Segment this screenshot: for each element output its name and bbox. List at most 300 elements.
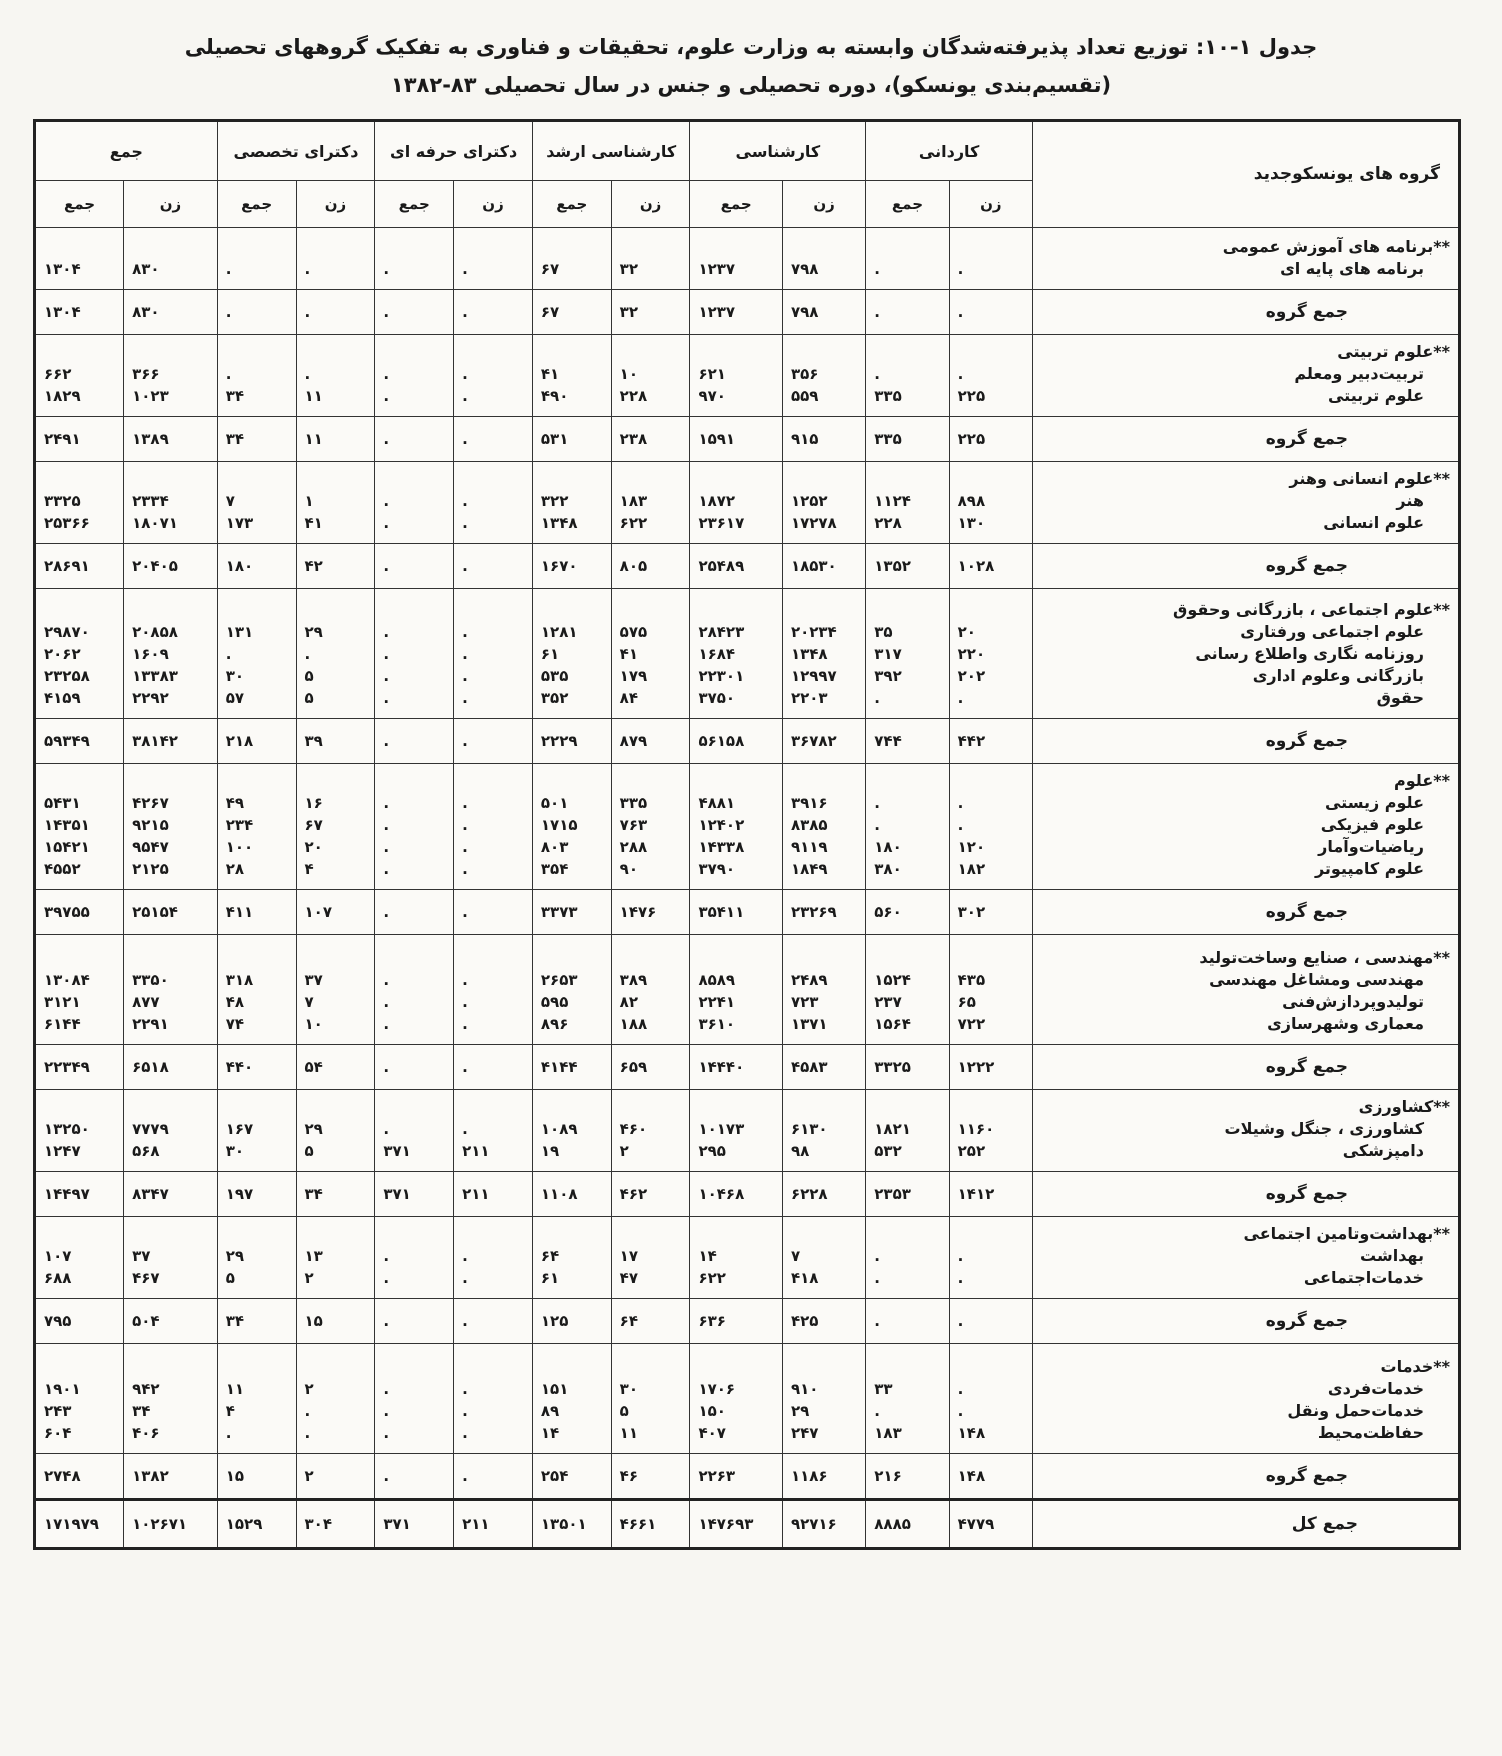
value: ۱۳۴۸: [790, 645, 828, 663]
value: ۴۶۰: [619, 1120, 648, 1138]
value: ۱۳۰۸۴: [44, 971, 90, 989]
admissions-table: [33, 119, 1461, 1550]
value: ۱۳۷۱: [790, 1015, 828, 1033]
value: ۳۰: [619, 1380, 638, 1398]
value: ۴۹۰: [540, 387, 569, 405]
value: ۶۵: [957, 993, 976, 1011]
value-cell: [124, 1344, 218, 1454]
total-value: .: [866, 290, 949, 335]
value: ۳۷: [304, 971, 323, 989]
value: ۳۲: [619, 260, 638, 278]
value: .: [383, 514, 390, 532]
group-name: **مهندسی ، صنایع وساخت‌تولید: [1199, 948, 1450, 967]
value: ۱۸۳: [619, 492, 648, 510]
value: ۹۱۰: [790, 1380, 819, 1398]
total-value: .: [454, 890, 533, 935]
value: ۳۳۵: [619, 794, 648, 812]
total-value: ۲۱۶: [866, 1454, 949, 1500]
value: ۱۳۰: [957, 514, 986, 532]
value-cell: [611, 335, 690, 417]
value: .: [874, 1269, 880, 1287]
total-value: ۴۶۲: [611, 1172, 690, 1217]
value: .: [383, 1402, 390, 1420]
value-cell: [35, 935, 124, 1045]
value: ۲۰۲۳۴: [790, 623, 837, 641]
grand-total-value: ۱۳۵۰۱: [532, 1500, 611, 1549]
value: .: [383, 1424, 390, 1442]
total-value: .: [949, 290, 1032, 335]
group-name: **کشاورزی: [1358, 1097, 1450, 1116]
value-cell: [454, 228, 533, 290]
value: .: [304, 1424, 311, 1442]
total-value: ۲۵۱۵۴: [124, 890, 218, 935]
header-female: زن: [124, 181, 218, 228]
value: ۱۶۷: [225, 1120, 254, 1138]
value: .: [462, 971, 468, 989]
value: ۱۶۸۴: [698, 645, 736, 663]
group-row: [35, 1090, 1460, 1172]
total-value: ۲۱۸: [217, 719, 296, 764]
value-cell: [949, 462, 1032, 544]
group-row: [35, 228, 1460, 290]
value: ۲۰۸۵۸: [132, 623, 178, 641]
grand-total-label: جمع کل: [1032, 1500, 1459, 1549]
total-value: ۲۵۴: [532, 1454, 611, 1500]
value: ۱۸۲: [957, 860, 986, 878]
value: ۲۹۸۷۰: [44, 623, 90, 641]
value: .: [957, 260, 964, 278]
value-cell: [949, 764, 1032, 890]
value: .: [304, 1402, 311, 1420]
total-value: ۶۳۶: [690, 1299, 782, 1344]
value: ۱۱۶۰: [957, 1120, 995, 1138]
total-value: ۴۱۴۴: [532, 1045, 611, 1090]
total-value: ۴۱۱: [217, 890, 296, 935]
value-cell: [124, 935, 218, 1045]
value: .: [383, 816, 390, 834]
total-value: ۵۹۳۴۹: [35, 719, 124, 764]
header-total: جمع: [532, 181, 611, 228]
value: ۲۸۴۲۳: [698, 623, 745, 641]
value: ۲۲۴۱: [698, 993, 736, 1011]
total-value: ۶۵۹: [611, 1045, 690, 1090]
value: ۲۲۵: [957, 387, 986, 405]
subgroup-name: علوم اجتماعی ورفتاری: [1240, 622, 1424, 641]
value: .: [462, 1120, 468, 1138]
total-value: .: [454, 290, 533, 335]
group-total-label: جمع گروه: [1032, 1172, 1459, 1217]
value: ۲۲۹۱: [132, 1015, 169, 1033]
value-cell: [217, 228, 296, 290]
value: ۱۸۰۷۱: [132, 514, 178, 532]
value-cell: [782, 935, 865, 1045]
value-cell: [782, 228, 865, 290]
value: ۱۲۳۷: [698, 260, 736, 278]
value: ۳۸۹: [619, 971, 648, 989]
value: ۲۳۴: [225, 816, 254, 834]
subgroup-name: دامپزشکی: [1342, 1141, 1424, 1160]
value: .: [304, 365, 311, 383]
total-value: .: [866, 1299, 949, 1344]
value: .: [383, 993, 390, 1011]
group-label-cell: [1032, 1090, 1459, 1172]
subgroup-name: خدمات‌فردی: [1327, 1379, 1424, 1398]
total-value: ۱۱۰۸: [532, 1172, 611, 1217]
group-total-row: [35, 1045, 1460, 1090]
value: ۲۹۵: [698, 1142, 726, 1160]
value: .: [462, 365, 468, 383]
value: ۳۵۲: [540, 689, 569, 707]
value: ۲۴۳: [44, 1402, 72, 1420]
header-level: دکترای تخصصی: [217, 121, 375, 181]
header-female: زن: [611, 181, 690, 228]
value-cell: [532, 1090, 611, 1172]
header-total: جمع: [375, 181, 454, 228]
value-cell: [611, 589, 690, 719]
total-value: ۱۳۵۲: [866, 544, 949, 589]
header-level: کارشناسی ارشد: [532, 121, 690, 181]
value-cell: [375, 935, 454, 1045]
total-value: ۳۵۴۱۱: [690, 890, 782, 935]
value: .: [462, 623, 468, 641]
total-value: ۱۱۸۶: [782, 1454, 865, 1500]
total-value: ۱۳۰۴: [35, 290, 124, 335]
value: .: [225, 260, 232, 278]
total-value: ۱۰۴۶۸: [690, 1172, 782, 1217]
total-value: ۱۹۷: [217, 1172, 296, 1217]
value: .: [462, 260, 468, 278]
group-label-cell: [1032, 1217, 1459, 1299]
group-label-cell: [1032, 764, 1459, 890]
total-value: ۱۳۸۲: [124, 1454, 218, 1500]
total-value: ۲۲۳۴۹: [35, 1045, 124, 1090]
total-value: ۸۰۵: [611, 544, 690, 589]
value-cell: [532, 335, 611, 417]
value: .: [383, 1120, 390, 1138]
subgroup-name: خدمات‌حمل ونقل: [1287, 1401, 1424, 1420]
value: ۲۴۸۹: [790, 971, 828, 989]
group-row: [35, 1217, 1460, 1299]
value: .: [462, 993, 468, 1011]
group-name: **علوم: [1394, 771, 1450, 790]
total-value: ۱۰۷: [296, 890, 375, 935]
total-value: ۲۲۵: [949, 417, 1032, 462]
value: ۴۱: [619, 645, 638, 663]
value-cell: [35, 1344, 124, 1454]
value: .: [957, 689, 964, 707]
group-total-row: [35, 890, 1460, 935]
value: ۵۳۲: [874, 1142, 902, 1160]
header-female: زن: [454, 181, 533, 228]
total-value: ۳۴: [296, 1172, 375, 1217]
total-value: ۳۷۱: [375, 1172, 454, 1217]
grand-total-value: ۳۷۱: [375, 1500, 454, 1549]
value: ۸۳۸۵: [790, 816, 828, 834]
total-value: ۲۴۹۱: [35, 417, 124, 462]
grand-total-value: ۲۱۱: [454, 1500, 533, 1549]
value: ۵۹۵: [540, 993, 569, 1011]
value: ۳۳۵۰: [132, 971, 169, 989]
value: ۳۳۵: [874, 387, 902, 405]
group-name: **بهداشت‌وتامین اجتماعی: [1243, 1224, 1450, 1243]
total-value: ۴۵۸۳: [782, 1045, 865, 1090]
value: ۴۸: [225, 993, 245, 1011]
value-cell: [611, 935, 690, 1045]
total-value: ۳۶۷۸۲: [782, 719, 865, 764]
value: .: [383, 667, 390, 685]
value: ۵۷۵: [619, 623, 648, 641]
value: ۱۳۲۵۰: [44, 1120, 90, 1138]
value: ۳۱۲۱: [44, 993, 81, 1011]
total-value: ۶۷: [532, 290, 611, 335]
subgroup-name: معماری وشهرسازی: [1267, 1014, 1424, 1033]
value: ۱۴: [698, 1247, 717, 1265]
total-value: ۶۴: [611, 1299, 690, 1344]
value: ۳۲۲: [540, 492, 569, 510]
group-total-row: [35, 1299, 1460, 1344]
header-row-levels: [35, 121, 1460, 181]
value-cell: [690, 228, 782, 290]
value-cell: [782, 764, 865, 890]
group-row: [35, 935, 1460, 1045]
value: ۲۸: [225, 860, 245, 878]
value-cell: [866, 1344, 949, 1454]
value: ۱۴۸: [957, 1424, 986, 1442]
value: ۵۰۱: [540, 794, 569, 812]
value: .: [304, 260, 311, 278]
value: .: [462, 1424, 468, 1442]
value-cell: [375, 764, 454, 890]
value-cell: [124, 764, 218, 890]
total-value: ۶۲۲۸: [782, 1172, 865, 1217]
value: ۱۴: [540, 1424, 560, 1442]
total-value: ۶۵۱۸: [124, 1045, 218, 1090]
value-cell: [296, 1344, 375, 1454]
value-cell: [690, 589, 782, 719]
value-cell: [611, 1090, 690, 1172]
value: ۱۷۱۵: [540, 816, 578, 834]
value: ۲۱۱: [462, 1142, 490, 1160]
value: ۷۷۷۹: [132, 1120, 169, 1138]
value: ۱۷۲۷۸: [790, 514, 837, 532]
header-level: دکترای حرفه ای: [375, 121, 533, 181]
value: ۱۱۲۴: [874, 492, 911, 510]
total-value: .: [454, 1299, 533, 1344]
value: .: [383, 260, 390, 278]
value: ۱۳۱: [225, 623, 254, 641]
value-cell: [782, 1217, 865, 1299]
value: ۳۶۱۰: [698, 1015, 736, 1033]
value: ۸۹۸: [957, 492, 986, 510]
group-total-label: جمع گروه: [1032, 1045, 1459, 1090]
value: ۹۰: [619, 860, 638, 878]
subgroup-name: حفاظت‌محیط: [1317, 1423, 1424, 1442]
header-level: جمع: [35, 121, 218, 181]
header-female: زن: [782, 181, 865, 228]
value: ۵۶۸: [132, 1142, 160, 1160]
value-cell: [124, 589, 218, 719]
subgroup-name: برنامه های پایه ای: [1280, 259, 1424, 278]
value: ۲۳۶۱۷: [698, 514, 745, 532]
value-cell: [949, 335, 1032, 417]
value: .: [462, 1269, 468, 1287]
value: ۳۴: [132, 1402, 151, 1420]
value-cell: [35, 228, 124, 290]
value: ۴۹: [225, 794, 245, 812]
value: ۷۲۲: [957, 1015, 986, 1033]
value: ۴۵۵۲: [44, 860, 81, 878]
value: .: [957, 1269, 964, 1287]
total-value: .: [375, 719, 454, 764]
group-row: [35, 1344, 1460, 1454]
value: .: [462, 838, 468, 856]
value-cell: [35, 1090, 124, 1172]
value-cell: [296, 1217, 375, 1299]
value-cell: [532, 1344, 611, 1454]
value: ۸۹: [540, 1402, 560, 1420]
group-label-cell: [1032, 1344, 1459, 1454]
value-cell: [375, 335, 454, 417]
value: .: [957, 794, 964, 812]
value: .: [462, 860, 468, 878]
value-cell: [690, 1344, 782, 1454]
value: ۹۵۴۷: [132, 838, 169, 856]
subgroup-name: ریاضیات‌وآمار: [1318, 837, 1424, 856]
total-value: ۱۲۵: [532, 1299, 611, 1344]
total-value: ۴۲۵: [782, 1299, 865, 1344]
value: .: [383, 794, 390, 812]
value: ۸۹۶: [540, 1015, 569, 1033]
group-row: [35, 589, 1460, 719]
value: .: [225, 1424, 232, 1442]
value-cell: [866, 462, 949, 544]
value: ۳۹۲: [874, 667, 902, 685]
value: ۵: [304, 667, 314, 685]
group-name: **برنامه های آموزش عمومی: [1222, 237, 1450, 256]
page-header: [0, 30, 1502, 102]
value: ۸۷۷: [132, 993, 160, 1011]
value-cell: [35, 462, 124, 544]
total-value: .: [375, 544, 454, 589]
value: .: [383, 838, 390, 856]
total-value: ۲۵۴۸۹: [690, 544, 782, 589]
total-value: ۵۶۰: [866, 890, 949, 935]
value-cell: [217, 1344, 296, 1454]
value-cell: [782, 335, 865, 417]
value: ۷۲۳: [790, 993, 819, 1011]
value-cell: [454, 1090, 533, 1172]
value: .: [957, 1402, 964, 1420]
value: ۱۶۰۹: [132, 645, 169, 663]
group-total-label: جمع گروه: [1032, 1299, 1459, 1344]
value: ۵: [225, 1269, 235, 1287]
value-cell: [296, 335, 375, 417]
value-cell: [949, 228, 1032, 290]
total-value: ۲۸۶۹۱: [35, 544, 124, 589]
total-value: ۲۱۱: [454, 1172, 533, 1217]
value-cell: [611, 462, 690, 544]
value: .: [383, 623, 390, 641]
value: ۴۳۵: [957, 971, 986, 989]
grand-total-row: [35, 1500, 1460, 1549]
value: ۲۱۲۵: [132, 860, 169, 878]
header-group-col: گروه های یونسکوجدید: [1032, 121, 1459, 228]
value: ۶۲۲: [619, 514, 648, 532]
value-cell: [124, 335, 218, 417]
group-total-row: [35, 544, 1460, 589]
subgroup-name: هنر: [1396, 491, 1424, 510]
total-value: ۳۲: [611, 290, 690, 335]
total-value: ۳۸۱۴۲: [124, 719, 218, 764]
value: .: [874, 1402, 880, 1420]
value-cell: [296, 589, 375, 719]
header-total: جمع: [217, 181, 296, 228]
group-total-label: جمع گروه: [1032, 890, 1459, 935]
total-value: .: [454, 1454, 533, 1500]
value: ۲۲۸: [874, 514, 902, 532]
value: ۳۰: [225, 1142, 245, 1160]
subgroup-name: تربیت‌دبیر ومعلم: [1294, 364, 1424, 383]
value: .: [874, 794, 880, 812]
value: ۸۰۳: [540, 838, 569, 856]
total-value: ۱۸۰: [217, 544, 296, 589]
total-value: ۱۲۳۷: [690, 290, 782, 335]
total-value: .: [375, 290, 454, 335]
total-value: ۲۳۲۶۹: [782, 890, 865, 935]
value-cell: [532, 935, 611, 1045]
value: .: [874, 1247, 880, 1265]
total-value: ۷۹۸: [782, 290, 865, 335]
value-cell: [949, 589, 1032, 719]
total-value: ۴۴۲: [949, 719, 1032, 764]
value-cell: [782, 1090, 865, 1172]
value-cell: [532, 1217, 611, 1299]
value-cell: [124, 1090, 218, 1172]
value: ۶۶۲: [44, 365, 72, 383]
value-cell: [690, 462, 782, 544]
value: ۶۱: [540, 1269, 560, 1287]
grand-total-value: ۸۸۸۵: [866, 1500, 949, 1549]
group-label-cell: [1032, 589, 1459, 719]
value: ۱۲۴۷: [44, 1142, 81, 1160]
value: ۸۲: [619, 993, 638, 1011]
value: ۷۶۳: [619, 816, 648, 834]
group-name: **علوم تربیتی: [1337, 342, 1450, 361]
value: .: [462, 1015, 468, 1033]
value: ۴۱: [540, 365, 560, 383]
value-cell: [866, 1090, 949, 1172]
total-value: ۵۳۱: [532, 417, 611, 462]
total-value: ۴۲: [296, 544, 375, 589]
group-total-row: [35, 290, 1460, 335]
total-value: .: [949, 1299, 1032, 1344]
grand-total-value: ۳۰۴: [296, 1500, 375, 1549]
total-value: ۲۳۵۳: [866, 1172, 949, 1217]
value-cell: [611, 1344, 690, 1454]
value: ۱۲۵۲: [790, 492, 828, 510]
group-row: [35, 335, 1460, 417]
value: ۳۱۷: [874, 645, 902, 663]
value: ۲۳۲۵۸: [44, 667, 90, 685]
total-value: ۳۹۷۵۵: [35, 890, 124, 935]
value: ۴: [225, 1402, 235, 1420]
total-value: ۳۳۲۵: [866, 1045, 949, 1090]
value: .: [462, 645, 468, 663]
value: ۳۵: [874, 623, 893, 641]
value: ۴۰۷: [698, 1424, 726, 1442]
value: ۲۳۷: [874, 993, 902, 1011]
total-value: .: [454, 719, 533, 764]
